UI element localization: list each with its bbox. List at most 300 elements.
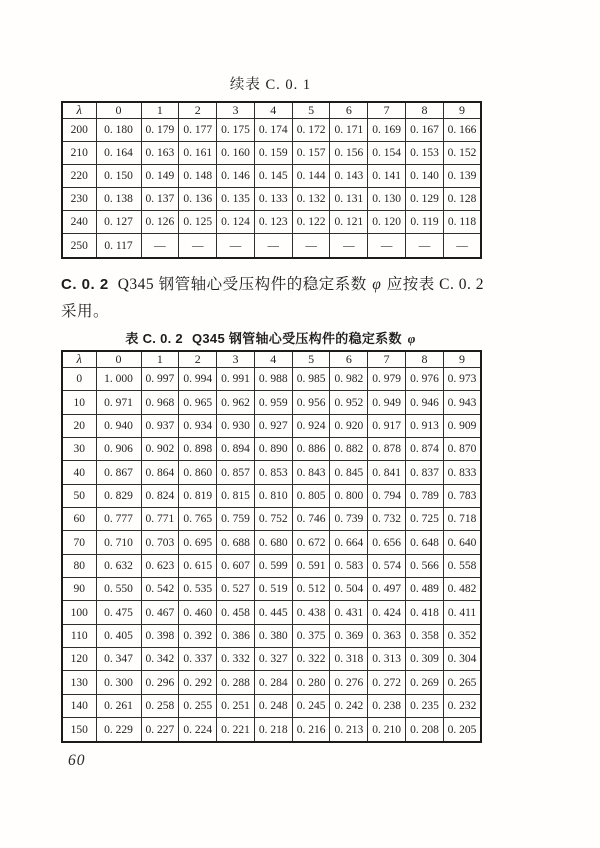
column-header-cell: 3 <box>217 351 255 368</box>
value-cell: 0. 363 <box>368 624 406 647</box>
phi-symbol: φ <box>407 331 416 346</box>
value-cell: 0. 927 <box>254 414 292 437</box>
value-cell: 0. 127 <box>96 211 141 234</box>
value-cell: 0. 940 <box>96 414 141 437</box>
value-cell: 0. 154 <box>368 142 406 165</box>
value-cell: 0. 591 <box>292 554 330 577</box>
value-cell: 0. 216 <box>292 718 330 742</box>
value-cell: 0. 126 <box>141 211 179 234</box>
value-cell: 0. 232 <box>443 694 481 717</box>
value-cell: 0. 431 <box>330 601 368 624</box>
value-cell: 0. 732 <box>368 508 406 531</box>
value-cell: 0. 982 <box>330 368 368 391</box>
value-cell: 0. 837 <box>406 461 444 484</box>
value-cell: 0. 566 <box>406 554 444 577</box>
value-cell: 0. 380 <box>254 624 292 647</box>
lambda-cell: 10 <box>62 391 96 414</box>
value-cell: 0. 288 <box>217 671 255 694</box>
value-cell: 0. 909 <box>443 414 481 437</box>
value-cell: 0. 913 <box>406 414 444 437</box>
lambda-cell: 140 <box>62 694 96 717</box>
value-cell: 0. 894 <box>217 438 255 461</box>
table-row <box>62 508 481 531</box>
value-cell: 0. 171 <box>330 119 368 142</box>
table-row <box>62 601 481 624</box>
table-row <box>62 165 481 188</box>
column-header-cell: 6 <box>330 351 368 368</box>
value-cell: 0. 138 <box>96 188 141 211</box>
value-cell: 0. 789 <box>406 484 444 507</box>
value-cell: 0. 874 <box>406 438 444 461</box>
value-cell: 0. 141 <box>368 165 406 188</box>
value-cell: 0. 843 <box>292 461 330 484</box>
page-number: 60 <box>68 752 86 769</box>
value-cell: 0. 153 <box>406 142 444 165</box>
lambda-header-cell: λ <box>62 102 96 119</box>
value-cell: 0. 497 <box>368 578 406 601</box>
value-cell: 0. 140 <box>406 165 444 188</box>
value-cell: 0. 867 <box>96 461 141 484</box>
value-cell: 0. 133 <box>254 188 292 211</box>
column-header-cell: 9 <box>443 102 481 119</box>
value-cell: 0. 175 <box>217 119 255 142</box>
value-cell: 0. 920 <box>330 414 368 437</box>
value-cell: 0. 221 <box>217 718 255 742</box>
value-cell: 0. 771 <box>141 508 179 531</box>
clause-text-after-phi: 应按表 C. 0. 2 采用。 <box>61 276 485 320</box>
value-cell: 0. 739 <box>330 508 368 531</box>
value-cell: 0. 535 <box>179 578 217 601</box>
value-cell: 0. 794 <box>368 484 406 507</box>
value-cell: — <box>141 234 179 258</box>
value-cell: 0. 656 <box>368 531 406 554</box>
lambda-cell: 150 <box>62 718 96 742</box>
column-header-cell: 9 <box>443 351 481 368</box>
value-cell: 0. 458 <box>217 601 255 624</box>
column-header-cell: 0 <box>96 351 141 368</box>
value-cell: 0. 971 <box>96 391 141 414</box>
value-cell: 0. 347 <box>96 648 141 671</box>
value-cell: 0. 934 <box>179 414 217 437</box>
column-header-cell: 2 <box>179 351 217 368</box>
table-row <box>62 188 481 211</box>
lambda-cell: 220 <box>62 165 96 188</box>
value-cell: — <box>292 234 330 258</box>
value-cell: 0. 213 <box>330 718 368 742</box>
value-cell: 0. 145 <box>254 165 292 188</box>
value-cell: 0. 833 <box>443 461 481 484</box>
value-cell: 0. 309 <box>406 648 444 671</box>
table-row <box>62 578 481 601</box>
value-cell: 0. 672 <box>292 531 330 554</box>
value-cell: 0. 150 <box>96 165 141 188</box>
lambda-cell: 100 <box>62 601 96 624</box>
column-header-cell: 0 <box>96 102 141 119</box>
value-cell: 0. 144 <box>292 165 330 188</box>
value-cell: 0. 318 <box>330 648 368 671</box>
value-cell: 0. 424 <box>368 601 406 624</box>
value-cell: 0. 898 <box>179 438 217 461</box>
value-cell: 0. 172 <box>292 119 330 142</box>
value-cell: 0. 583 <box>330 554 368 577</box>
value-cell: 0. 819 <box>179 484 217 507</box>
column-header-cell: 7 <box>368 351 406 368</box>
value-cell: 0. 332 <box>217 648 255 671</box>
value-cell: 0. 123 <box>254 211 292 234</box>
value-cell: — <box>179 234 217 258</box>
value-cell: 0. 284 <box>254 671 292 694</box>
value-cell: 0. 777 <box>96 508 141 531</box>
value-cell: 0. 159 <box>254 142 292 165</box>
lambda-cell: 70 <box>62 531 96 554</box>
table-row <box>62 624 481 647</box>
lambda-cell: 250 <box>62 234 96 258</box>
value-cell: 0. 337 <box>179 648 217 671</box>
value-cell: 0. 949 <box>368 391 406 414</box>
value-cell: 0. 467 <box>141 601 179 624</box>
table-row <box>62 414 481 437</box>
value-cell: 0. 167 <box>406 119 444 142</box>
value-cell: 0. 542 <box>141 578 179 601</box>
table-row <box>62 554 481 577</box>
value-cell: 0. 648 <box>406 531 444 554</box>
table-row <box>62 718 481 742</box>
value-cell: 0. 765 <box>179 508 217 531</box>
value-cell: 0. 482 <box>443 578 481 601</box>
table-row <box>62 234 481 258</box>
value-cell: 0. 120 <box>368 211 406 234</box>
column-header-cell: 8 <box>406 102 444 119</box>
value-cell: 0. 805 <box>292 484 330 507</box>
value-cell: 0. 124 <box>217 211 255 234</box>
value-cell: 0. 174 <box>254 119 292 142</box>
value-cell: 0. 386 <box>217 624 255 647</box>
table-row <box>62 368 481 391</box>
value-cell: 0. 752 <box>254 508 292 531</box>
value-cell: 0. 519 <box>254 578 292 601</box>
table-row <box>62 391 481 414</box>
lambda-cell: 60 <box>62 508 96 531</box>
value-cell: 0. 128 <box>443 188 481 211</box>
lambda-cell: 110 <box>62 624 96 647</box>
value-cell: 0. 157 <box>292 142 330 165</box>
value-cell: 0. 810 <box>254 484 292 507</box>
lambda-header-cell: λ <box>62 351 96 368</box>
value-cell: 0. 746 <box>292 508 330 531</box>
value-cell: 0. 906 <box>96 438 141 461</box>
table-row <box>62 484 481 507</box>
value-cell: 0. 119 <box>406 211 444 234</box>
value-cell: 0. 973 <box>443 368 481 391</box>
value-cell: 0. 137 <box>141 188 179 211</box>
value-cell: 0. 824 <box>141 484 179 507</box>
lambda-cell: 210 <box>62 142 96 165</box>
table-row <box>62 461 481 484</box>
lambda-cell: 0 <box>62 368 96 391</box>
value-cell: 0. 352 <box>443 624 481 647</box>
value-cell: 0. 276 <box>330 671 368 694</box>
lambda-cell: 50 <box>62 484 96 507</box>
value-cell: — <box>368 234 406 258</box>
value-cell: 0. 179 <box>141 119 179 142</box>
lambda-cell: 30 <box>62 438 96 461</box>
value-cell: 0. 229 <box>96 718 141 742</box>
value-cell: 0. 129 <box>406 188 444 211</box>
column-header-cell: 3 <box>217 102 255 119</box>
value-cell: 0. 864 <box>141 461 179 484</box>
value-cell: 0. 710 <box>96 531 141 554</box>
value-cell: — <box>443 234 481 258</box>
value-cell: 0. 759 <box>217 508 255 531</box>
value-cell: 0. 163 <box>141 142 179 165</box>
value-cell: 0. 845 <box>330 461 368 484</box>
value-cell: 0. 718 <box>443 508 481 531</box>
table-row <box>62 648 481 671</box>
value-cell: — <box>254 234 292 258</box>
value-cell: 0. 991 <box>217 368 255 391</box>
value-cell: 0. 917 <box>368 414 406 437</box>
value-cell: 0. 152 <box>443 142 481 165</box>
value-cell: 0. 131 <box>330 188 368 211</box>
value-cell: 0. 358 <box>406 624 444 647</box>
value-cell: 0. 235 <box>406 694 444 717</box>
value-cell: 0. 251 <box>217 694 255 717</box>
lambda-cell: 200 <box>62 119 96 142</box>
value-cell: 0. 829 <box>96 484 141 507</box>
value-cell: 0. 369 <box>330 624 368 647</box>
table-c02 <box>61 350 482 743</box>
value-cell: 0. 599 <box>254 554 292 577</box>
table-row <box>62 438 481 461</box>
value-cell: 0. 218 <box>254 718 292 742</box>
value-cell: 0. 968 <box>141 391 179 414</box>
value-cell: 0. 139 <box>443 165 481 188</box>
table-row <box>62 671 481 694</box>
value-cell: 0. 411 <box>443 601 481 624</box>
value-cell: 0. 860 <box>179 461 217 484</box>
value-cell: — <box>330 234 368 258</box>
table-row <box>62 694 481 717</box>
column-header-cell: 4 <box>254 102 292 119</box>
value-cell: 0. 313 <box>368 648 406 671</box>
value-cell: 0. 512 <box>292 578 330 601</box>
value-cell: 0. 392 <box>179 624 217 647</box>
value-cell: 0. 688 <box>217 531 255 554</box>
value-cell: 0. 255 <box>179 694 217 717</box>
clause-number: C. 0. 2 <box>61 276 109 293</box>
value-cell: 0. 130 <box>368 188 406 211</box>
column-header-cell: 7 <box>368 102 406 119</box>
value-cell: 0. 210 <box>368 718 406 742</box>
lambda-cell: 40 <box>62 461 96 484</box>
value-cell: 0. 156 <box>330 142 368 165</box>
value-cell: 0. 296 <box>141 671 179 694</box>
table-c01-continued <box>61 101 482 259</box>
value-cell: 0. 623 <box>141 554 179 577</box>
clause-c02 <box>61 271 484 325</box>
value-cell: 0. 815 <box>217 484 255 507</box>
clause-text-before-phi: Q345 钢管轴心受压构件的稳定系数 <box>117 276 367 293</box>
value-cell: 0. 956 <box>292 391 330 414</box>
value-cell: 0. 160 <box>217 142 255 165</box>
value-cell: 0. 169 <box>368 119 406 142</box>
value-cell: 0. 238 <box>368 694 406 717</box>
value-cell: 0. 890 <box>254 438 292 461</box>
value-cell: 0. 265 <box>443 671 481 694</box>
value-cell: 0. 664 <box>330 531 368 554</box>
value-cell: 0. 242 <box>330 694 368 717</box>
lambda-cell: 120 <box>62 648 96 671</box>
value-cell: 0. 725 <box>406 508 444 531</box>
column-header-cell: 4 <box>254 351 292 368</box>
value-cell: 0. 166 <box>443 119 481 142</box>
value-cell: 0. 959 <box>254 391 292 414</box>
value-cell: 0. 136 <box>179 188 217 211</box>
value-cell: 1. 000 <box>96 368 141 391</box>
column-header-cell: 5 <box>292 102 330 119</box>
value-cell: 0. 695 <box>179 531 217 554</box>
value-cell: 0. 800 <box>330 484 368 507</box>
lambda-cell: 130 <box>62 671 96 694</box>
value-cell: 0. 574 <box>368 554 406 577</box>
value-cell: 0. 952 <box>330 391 368 414</box>
value-cell: 0. 122 <box>292 211 330 234</box>
value-cell: 0. 224 <box>179 718 217 742</box>
value-cell: 0. 292 <box>179 671 217 694</box>
column-header-cell: 6 <box>330 102 368 119</box>
value-cell: 0. 979 <box>368 368 406 391</box>
value-cell: 0. 504 <box>330 578 368 601</box>
value-cell: 0. 135 <box>217 188 255 211</box>
value-cell: 0. 146 <box>217 165 255 188</box>
value-cell: 0. 121 <box>330 211 368 234</box>
value-cell: 0. 878 <box>368 438 406 461</box>
value-cell: 0. 304 <box>443 648 481 671</box>
value-cell: 0. 703 <box>141 531 179 554</box>
value-cell: 0. 258 <box>141 694 179 717</box>
value-cell: 0. 148 <box>179 165 217 188</box>
table-row <box>62 142 481 165</box>
value-cell: 0. 208 <box>406 718 444 742</box>
value-cell: 0. 227 <box>141 718 179 742</box>
value-cell: 0. 640 <box>443 531 481 554</box>
value-cell: 0. 418 <box>406 601 444 624</box>
value-cell: 0. 857 <box>217 461 255 484</box>
lambda-cell: 90 <box>62 578 96 601</box>
value-cell: 0. 988 <box>254 368 292 391</box>
phi-symbol: φ <box>372 276 382 293</box>
value-cell: 0. 965 <box>179 391 217 414</box>
lambda-cell: 240 <box>62 211 96 234</box>
lambda-cell: 20 <box>62 414 96 437</box>
column-header-cell: 1 <box>141 351 179 368</box>
value-cell: 0. 272 <box>368 671 406 694</box>
value-cell: 0. 342 <box>141 648 179 671</box>
value-cell: 0. 143 <box>330 165 368 188</box>
value-cell: 0. 870 <box>443 438 481 461</box>
value-cell: 0. 398 <box>141 624 179 647</box>
value-cell: 0. 300 <box>96 671 141 694</box>
value-cell: 0. 261 <box>96 694 141 717</box>
header-row <box>62 351 481 368</box>
value-cell: 0. 902 <box>141 438 179 461</box>
header-row <box>62 102 481 119</box>
value-cell: 0. 269 <box>406 671 444 694</box>
value-cell: 0. 783 <box>443 484 481 507</box>
value-cell: — <box>217 234 255 258</box>
value-cell: 0. 930 <box>217 414 255 437</box>
value-cell: 0. 117 <box>96 234 141 258</box>
table-c02-caption-label: 表 C. 0. 2 <box>125 331 183 346</box>
value-cell: — <box>406 234 444 258</box>
value-cell: 0. 558 <box>443 554 481 577</box>
table-row <box>62 531 481 554</box>
value-cell: 0. 853 <box>254 461 292 484</box>
value-cell: 0. 886 <box>292 438 330 461</box>
lambda-cell: 230 <box>62 188 96 211</box>
value-cell: 0. 132 <box>292 188 330 211</box>
column-header-cell: 5 <box>292 351 330 368</box>
value-cell: 0. 680 <box>254 531 292 554</box>
table-row <box>62 119 481 142</box>
value-cell: 0. 125 <box>179 211 217 234</box>
value-cell: 0. 976 <box>406 368 444 391</box>
table-c02-caption-title: Q345 钢管轴心受压构件的稳定系数 <box>191 331 402 346</box>
value-cell: 0. 489 <box>406 578 444 601</box>
value-cell: 0. 997 <box>141 368 179 391</box>
value-cell: 0. 149 <box>141 165 179 188</box>
table-c02-caption <box>61 328 480 347</box>
value-cell: 0. 937 <box>141 414 179 437</box>
value-cell: 0. 550 <box>96 578 141 601</box>
table-row <box>62 211 481 234</box>
value-cell: 0. 280 <box>292 671 330 694</box>
value-cell: 0. 164 <box>96 142 141 165</box>
value-cell: 0. 460 <box>179 601 217 624</box>
value-cell: 0. 882 <box>330 438 368 461</box>
value-cell: 0. 527 <box>217 578 255 601</box>
value-cell: 0. 161 <box>179 142 217 165</box>
value-cell: 0. 962 <box>217 391 255 414</box>
value-cell: 0. 943 <box>443 391 481 414</box>
column-header-cell: 2 <box>179 102 217 119</box>
value-cell: 0. 445 <box>254 601 292 624</box>
value-cell: 0. 985 <box>292 368 330 391</box>
value-cell: 0. 205 <box>443 718 481 742</box>
value-cell: 0. 177 <box>179 119 217 142</box>
value-cell: 0. 118 <box>443 211 481 234</box>
value-cell: 0. 405 <box>96 624 141 647</box>
table-c01-continued-caption: 续表 C. 0. 1 <box>229 77 312 93</box>
value-cell: 0. 322 <box>292 648 330 671</box>
value-cell: 0. 946 <box>406 391 444 414</box>
value-cell: 0. 375 <box>292 624 330 647</box>
value-cell: 0. 924 <box>292 414 330 437</box>
value-cell: 0. 607 <box>217 554 255 577</box>
value-cell: 0. 841 <box>368 461 406 484</box>
value-cell: 0. 475 <box>96 601 141 624</box>
column-header-cell: 1 <box>141 102 179 119</box>
value-cell: 0. 632 <box>96 554 141 577</box>
value-cell: 0. 248 <box>254 694 292 717</box>
value-cell: 0. 327 <box>254 648 292 671</box>
value-cell: 0. 245 <box>292 694 330 717</box>
lambda-cell: 80 <box>62 554 96 577</box>
value-cell: 0. 994 <box>179 368 217 391</box>
value-cell: 0. 615 <box>179 554 217 577</box>
value-cell: 0. 180 <box>96 119 141 142</box>
value-cell: 0. 438 <box>292 601 330 624</box>
